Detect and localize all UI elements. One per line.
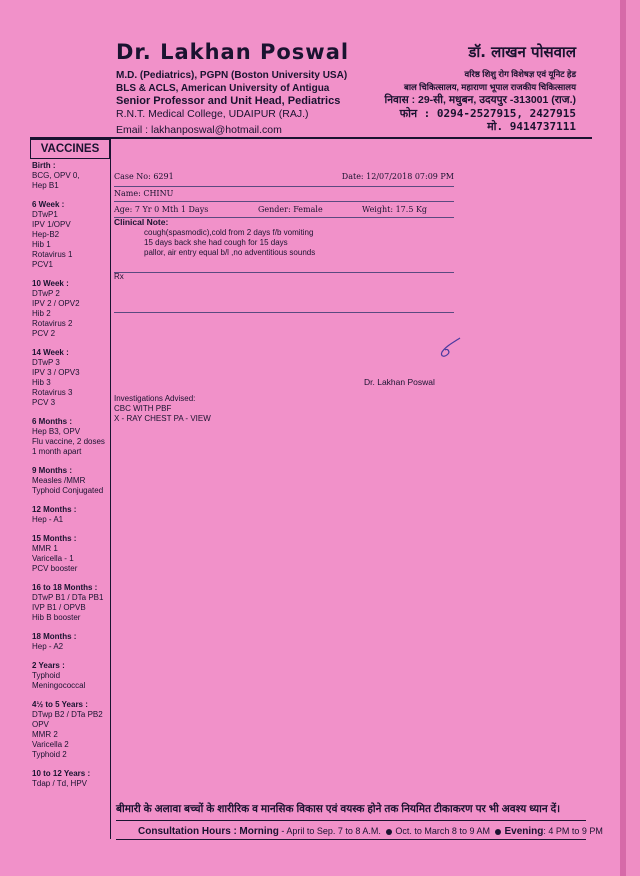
- vaccine-item: Tdap / Td, HPV: [32, 779, 87, 788]
- vaccine-item: PCV booster: [32, 564, 78, 573]
- clinical-note-label: Clinical Note:: [114, 217, 169, 227]
- vaccine-item: Typhoid 2: [32, 750, 67, 759]
- vaccine-item: Hep B1: [32, 181, 59, 190]
- rx-label: Rx: [114, 272, 124, 281]
- bullet-icon: [495, 829, 501, 835]
- vaccine-group: [32, 632, 142, 652]
- vaccine-item: BCG, OPV 0,: [32, 171, 80, 180]
- morning-hours-2: Oct. to March 8 to 9 AM: [395, 826, 490, 836]
- hindi-doctor-name: डॉ. लाखन पोसवाल: [468, 43, 576, 61]
- vaccine-group: [32, 279, 142, 339]
- patient-weight: Weight: 17.5 Kg: [362, 205, 428, 214]
- hindi-line-2: बाल चिकित्सालय, महाराणा भूपाल राजकीय चिकित्सालय: [403, 82, 576, 92]
- vaccine-item: MMR 1: [32, 544, 58, 553]
- vaccine-item: IPV 3 / OPV3: [32, 368, 80, 377]
- vaccine-group-title: 16 to 18 Months :: [32, 583, 98, 592]
- vaccine-item: Hep B3, OPV: [32, 427, 81, 436]
- vaccine-item: Hib 2: [32, 309, 51, 318]
- hours-label: Consultation Hours :: [138, 826, 237, 837]
- hindi-footer-note: बीमारी के अलावा बच्चों के शारीरिक व मानसिक विकास एवं वयस्क होने तक नियमित टीकाकरण पर भी अवश्य ध्यान दें।: [116, 803, 561, 815]
- vaccine-item: Meningococcal: [32, 681, 86, 690]
- vaccine-item: Hib 1: [32, 240, 51, 249]
- patient-name: Name: CHINU: [114, 187, 454, 202]
- position-line: Senior Professor and Unit Head, Pediatrics: [116, 95, 341, 107]
- vaccine-item: DTwP1: [32, 210, 58, 219]
- vaccine-item: Typhoid Conjugated: [32, 486, 104, 495]
- vaccine-item: Rotavirus 2: [32, 319, 73, 328]
- qualification-line-2: BLS & ACLS, American University of Antigua: [116, 83, 330, 94]
- vaccine-item: Typhoid: [32, 671, 61, 680]
- investigation-item: CBC WITH PBF: [114, 404, 172, 413]
- vaccine-group-title: Birth :: [32, 161, 56, 170]
- vaccine-group-title: 4½ to 5 Years :: [32, 700, 88, 709]
- investigations-label: Investigations Advised:: [114, 394, 196, 403]
- email-line: Email : lakhanposwal@hotmail.com: [116, 124, 282, 136]
- header-right-hindi: [316, 40, 576, 133]
- patient-age: Age: 7 Yr 0 Mth 1 Days: [114, 205, 209, 214]
- vaccine-group: [32, 700, 142, 760]
- case-number: Case No: 6291: [114, 172, 174, 181]
- clinical-notes: [144, 228, 315, 258]
- patient-meta-row: [114, 203, 454, 218]
- clinical-note-line: pallor, air entry equal b/l ,no adventitious sounds: [144, 248, 316, 257]
- vaccine-item: PCV 2: [32, 329, 56, 338]
- vaccine-item: Rotavirus 1: [32, 250, 73, 259]
- morning-label: Morning: [239, 826, 279, 837]
- vaccine-item: Rotavirus 3: [32, 388, 73, 397]
- vaccine-item: OPV: [32, 720, 49, 729]
- visit-date: Date: 12/07/2018 07:09 PM: [341, 172, 454, 181]
- vaccine-group-title: 9 Months :: [32, 466, 72, 475]
- doctor-name: Dr. Lakhan Poswal: [116, 40, 350, 64]
- vaccine-group-title: 15 Months :: [32, 534, 77, 543]
- vaccines-title: VACCINES: [30, 139, 110, 159]
- vaccine-item: 1 month apart: [32, 447, 82, 456]
- vaccine-group-title: 14 Week :: [32, 348, 69, 357]
- vaccine-item: Hep - A2: [32, 642, 64, 651]
- vaccine-item: Flu vaccine, 2 doses: [32, 437, 105, 446]
- vaccine-group: [32, 505, 142, 525]
- vaccine-item: MMR 2: [32, 730, 58, 739]
- morning-hours-1: - April to Sep. 7 to 8 A.M.: [278, 826, 381, 836]
- vaccine-item: Hep - A1: [32, 515, 64, 524]
- header-divider: [30, 137, 592, 139]
- clinical-note-line: 15 days back she had cough for 15 days: [144, 238, 288, 247]
- rx-divider: [114, 312, 454, 313]
- evening-label: Evening: [504, 826, 544, 837]
- vaccine-item: DTwP 3: [32, 358, 60, 367]
- vaccine-item: Measles /MMR: [32, 476, 86, 485]
- vaccine-group-title: 12 Months :: [32, 505, 77, 514]
- vaccine-group-title: 6 Months :: [32, 417, 72, 426]
- consultation-hours: [116, 820, 603, 840]
- vaccine-item: DTwP 2: [32, 289, 60, 298]
- vaccine-item: DTwp B2 / DTa PB2: [32, 710, 103, 719]
- notes-divider: [114, 272, 454, 273]
- vaccine-group: [32, 466, 142, 496]
- vaccine-item: Hep-B2: [32, 230, 60, 239]
- vaccine-group: [32, 769, 142, 789]
- case-row: [114, 172, 454, 187]
- hindi-address: निवास : 29-सी, मधुबन, उदयपुर -313001 (राज.): [384, 94, 576, 106]
- qualification-line-1: M.D. (Pediatrics), PGPN (Boston University USA): [116, 70, 348, 81]
- hindi-mobile: मो. 9414737111: [487, 120, 576, 133]
- vaccine-group-title: 10 Week :: [32, 279, 69, 288]
- vaccine-group-title: 10 to 12 Years :: [32, 769, 91, 778]
- vaccine-group: [32, 661, 142, 691]
- vaccine-group-title: 6 Week :: [32, 200, 65, 209]
- investigations: [114, 394, 211, 424]
- vaccine-group: [32, 534, 142, 574]
- vaccine-group: [32, 583, 142, 623]
- college-line: R.N.T. Medical College, UDAIPUR (RAJ.): [116, 108, 309, 120]
- vaccine-item: PCV1: [32, 260, 53, 269]
- signature-name: Dr. Lakhan Poswal: [364, 377, 435, 387]
- vaccine-group-title: 18 Months :: [32, 632, 77, 641]
- vaccine-item: DTwP B1 / DTa PB1: [32, 593, 104, 602]
- patient-gender: Gender: Female: [258, 205, 323, 214]
- hindi-phone: फोन : 0294-2527915, 2427915: [399, 107, 576, 120]
- hindi-line-1: वरिष्ठ शिशु रोग विशेषज्ञ एवं यूनिट हेड: [464, 69, 576, 79]
- vaccine-item: PCV 3: [32, 398, 56, 407]
- bullet-icon: [386, 829, 392, 835]
- vaccine-groups: [32, 161, 142, 798]
- vaccine-item: IPV 1/OPV: [32, 220, 71, 229]
- vaccine-item: IPV 2 / OPV2: [32, 299, 80, 308]
- clinical-note-line: cough(spasmodic),cold from 2 days f/b vomiting: [144, 228, 314, 237]
- vaccine-item: Varicella - 1: [32, 554, 74, 563]
- investigation-item: X - RAY CHEST PA - VIEW: [114, 414, 211, 423]
- vaccine-item: IVP B1 / OPVB: [32, 603, 86, 612]
- vaccine-item: Hib 3: [32, 378, 51, 387]
- signature-scribble: [436, 334, 466, 362]
- vaccine-sidebar: [30, 139, 111, 839]
- vaccine-item: Hib B booster: [32, 613, 81, 622]
- evening-hours: : 4 PM to 9 PM: [543, 826, 603, 836]
- vaccine-item: Varicella 2: [32, 740, 69, 749]
- vaccine-group-title: 2 Years :: [32, 661, 65, 670]
